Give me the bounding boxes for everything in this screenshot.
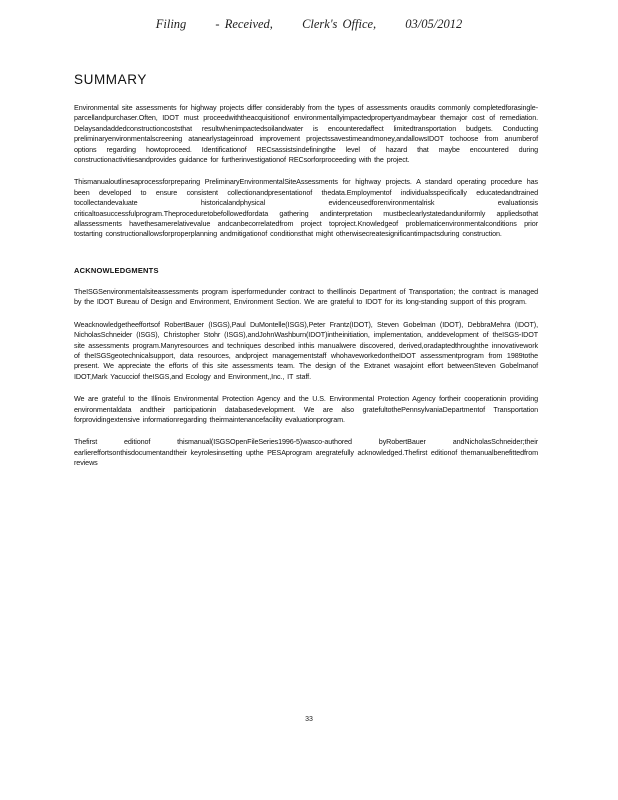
document-body: [74, 72, 538, 481]
acknowledgments-paragraph-4: Thefirst editionof thismanual(ISGSOpenFileSeries1996-5)wasco-authored byRobertBauer andNicholasSchneider;their earliereffortsonthisdocumentandtheir keyrolesinsetting upthe PESAprogram aregratefully acknowledged.Thefirst editionof themanualbenefittedfrom reviews: [74, 437, 538, 468]
page-number: 33: [305, 716, 313, 723]
acknowledgments-heading: ACKNOWLEDGMENTS: [74, 265, 159, 275]
acknowledgments-paragraph-1: TheISGSenvironmentalsiteassessments program isperformedunder contract to theIllinois Department of Transportation; the contract is managed by the IDOT Bureau of Design and Environment, Environment Section. We are grateful to IDOT for its long-standing support of this program.: [74, 286, 538, 307]
acknowledgments-paragraph-3: We are grateful to the Illinois Environmental Protection Agency and the U.S. Environmental Protection Agency fortheir cooperationin providing environmentaldata andtheir participationin databasedevelopment. We are also gratefultothePennsylvaniaDepartmentof Transportation forprovidingextensive informationregarding theirmaintenancefacility evaluationprogram.: [74, 394, 538, 424]
summary-paragraph-1: Environmental site assessments for highway projects differ considerably from the types of assessments oraudits commonly completedforasingle-parcellandpurchaser.Often, IDOT must proceedwiththeacquisitionof environmentallyimpactedpropertyandmaybear themajor cost of remediation. Delaysandaddedconstructioncoststhat resultwhenimpactedsoilandwater is encounteredaffect limitedtransportation budgets. Conducting preliminaryenvironmentalscreening atanearlystageinroad improvement projectssavestimeandmoney,andallowsIDOT tochoose from anumberof options regarding howtoproceed. Identificationof RECsassistsindefiningthe level of hazard that maybe encountered during constructionactivitiesandprovides guidance for furtherinvestigationof RECsorforproceeding with the project.: [74, 103, 538, 165]
header-received: - Received,: [215, 17, 273, 31]
summary-heading: SUMMARY: [74, 72, 147, 87]
header-date: 03/05/2012: [405, 17, 463, 31]
summary-paragraph-2: Thismanualoutlinesaprocessforpreparing PreliminaryEnvironmentalSiteAssessments for highway projects. A standard operating procedure has been developed to ensure consistent collectionandpresentationof thedata.Employmentof individualsspecifically educatedandtrained tocollectandevaluate historicalandphysical evidenceusedforenvironmentalrisk evaluationsis criticaltoasuccessfulprogram.Theproceduretobefollowedfordata gathering andinterpretation mustbeclearlystatedanduniformly appliedsothat allassessments havethesamerelativevalue andcanbecorrelatedfrom project toproject.Knowledgeof problematicenvironmentalconditions prior tostarting constructionallowsforproperplanning andmitigationof conditionsthat might otherwisecreatesignificantimpactsduring construction.: [74, 177, 538, 239]
filing-header: [0, 17, 618, 32]
header-filing: Filing: [155, 17, 187, 31]
acknowledgments-paragraph-2: Weacknowledgetheeffortsof RobertBauer (ISGS),Paul DuMontelle(ISGS),Peter Frantz(IDOT), Steven Gobelman (IDOT), DebbraMehra (IDOT), NicholasSchneider (ISGS), Christopher Stohr (ISGS),andJohnWashburn(IDOT)intheinitiation, implementation, anddevelopment of theISGS-IDOT site assessments program.Manyresources and techniques described inthis manualwere discovered, derived,oradaptedthroughthe innovativework of theISGSgeotechnicalsupport, data resources, andproject managementstaff whohaveworkedontheIDOT assessmentprogram from 1989tothe present. We appreciate the efforts of this site assessments team. The design of the Extranet wasajoint effort betweenSteven Gobelmanof IDOT,Mark Yacucciof theISGS,and Ecology and Environment,,Inc., IT staff.: [74, 319, 538, 381]
header-office: Clerk's Office,: [302, 17, 377, 31]
